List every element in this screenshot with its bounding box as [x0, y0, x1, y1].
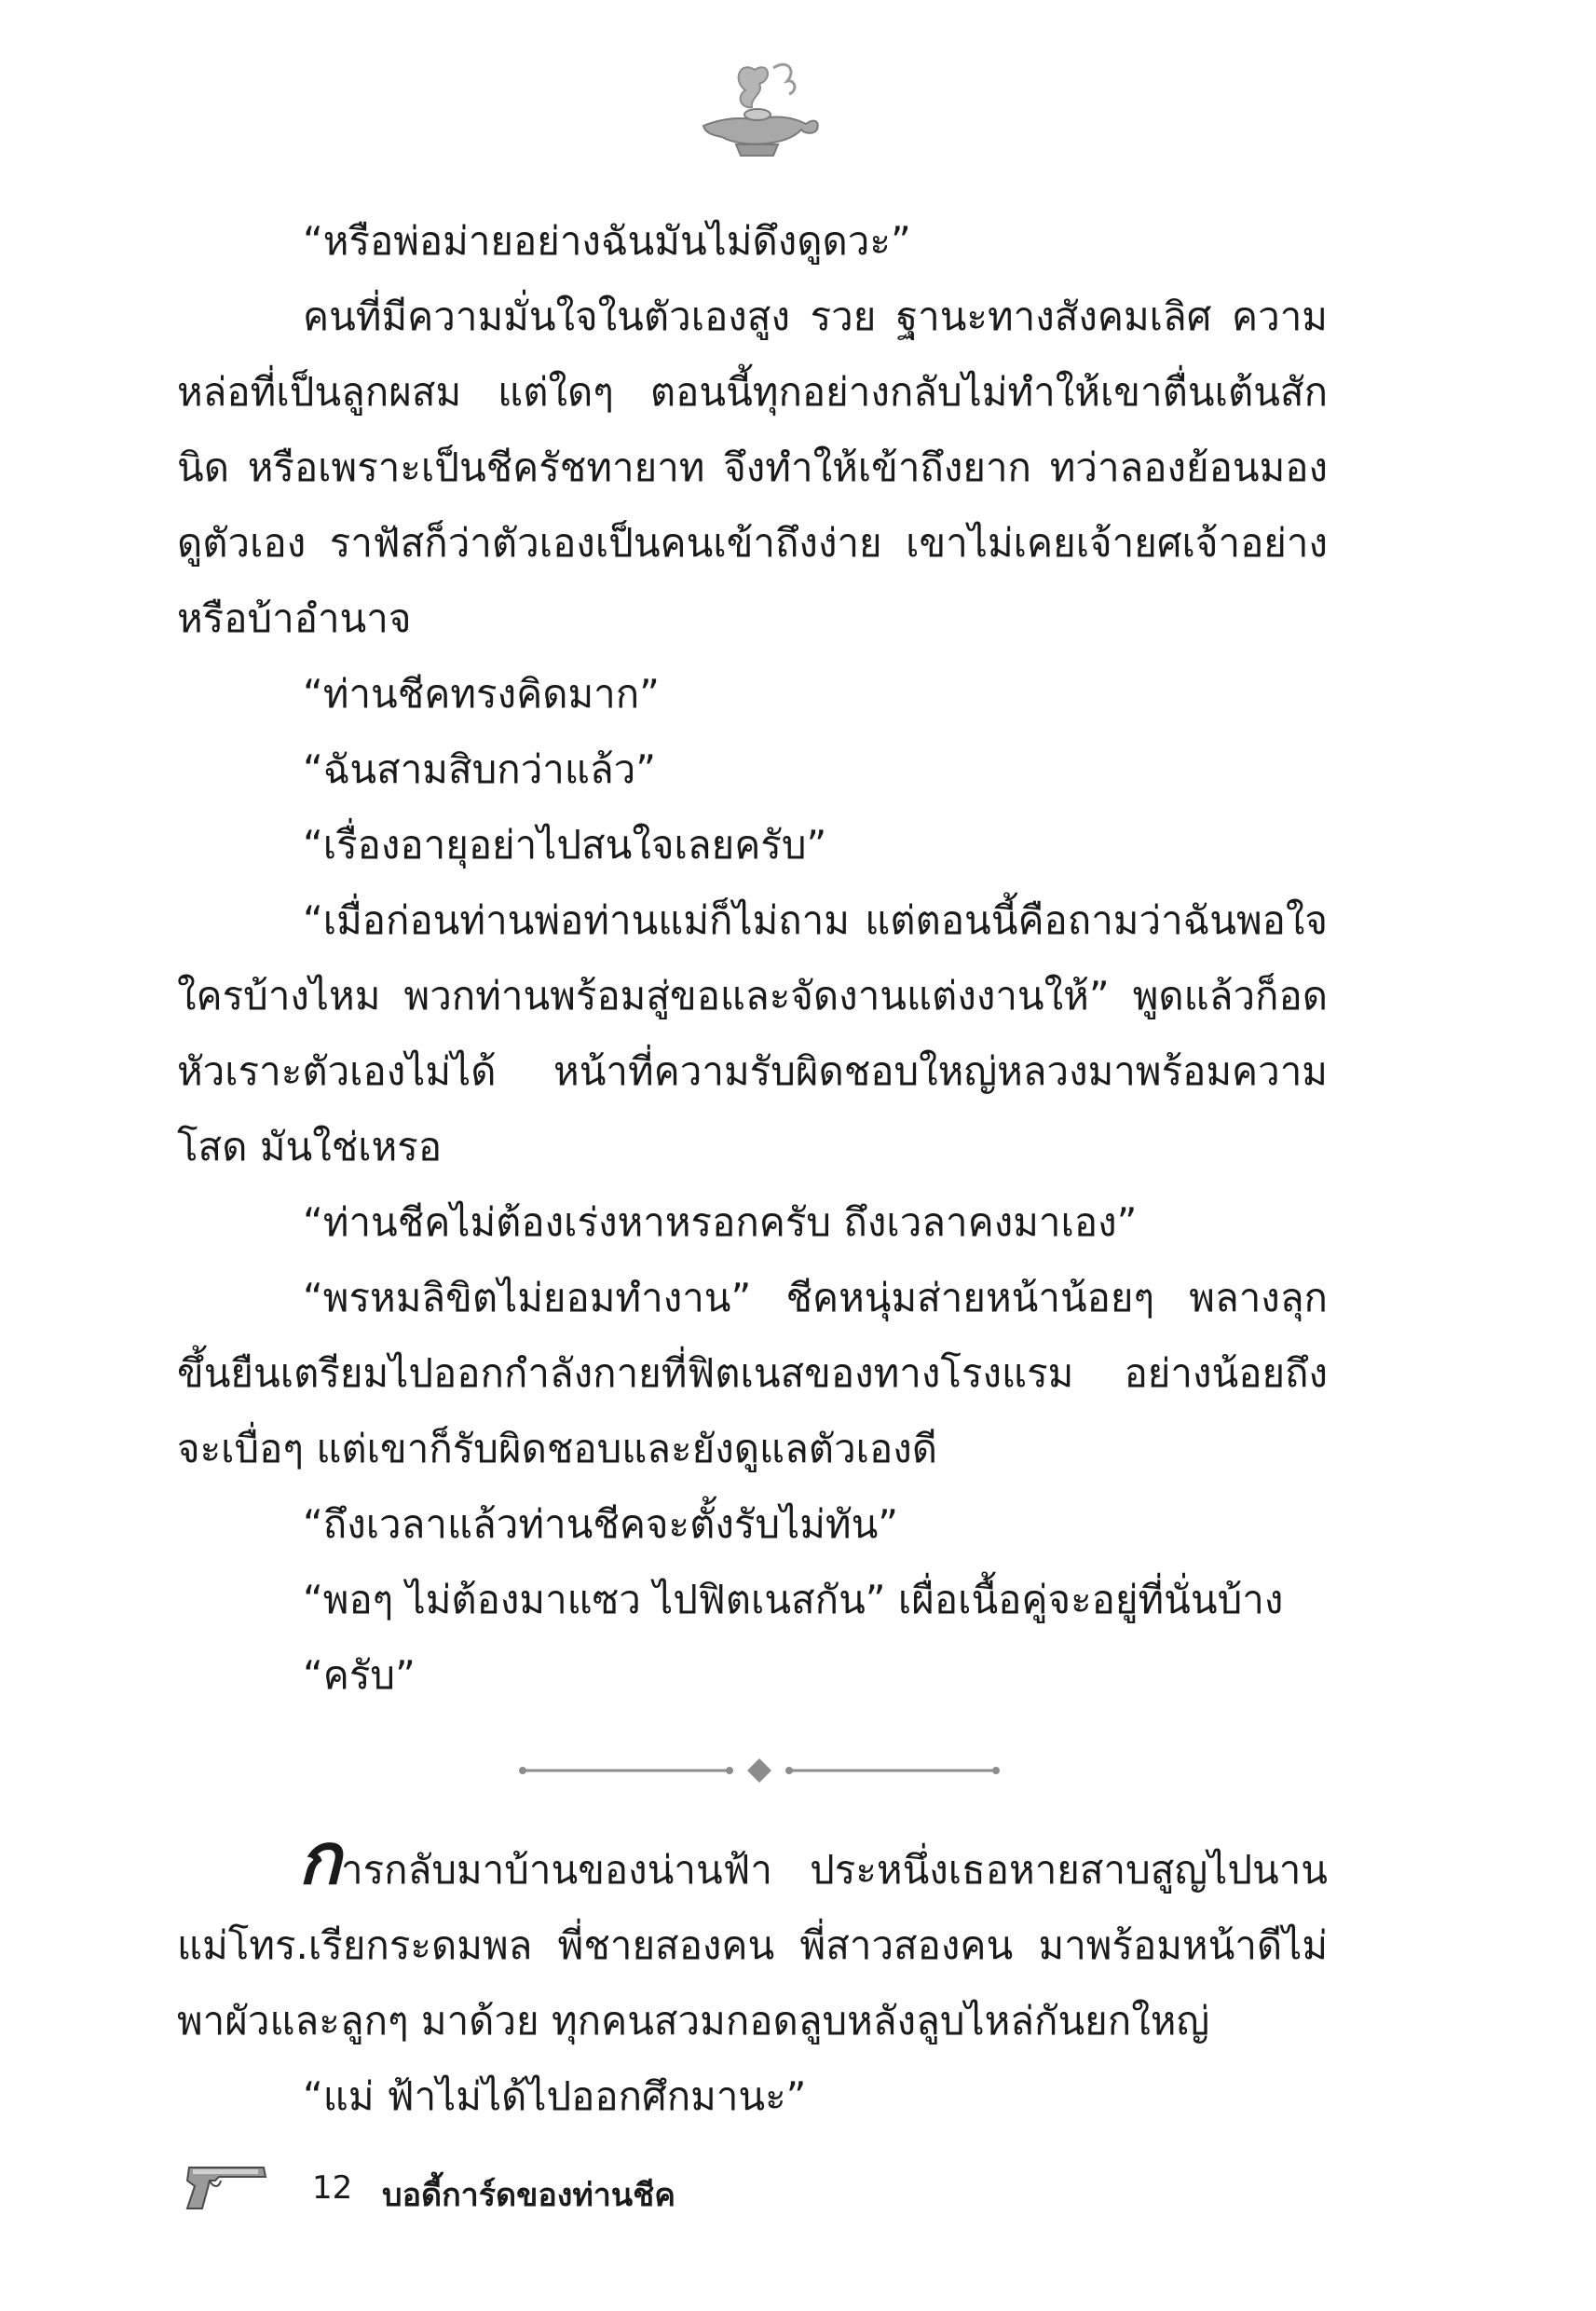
section-2-text [177, 1817, 1328, 2134]
paragraph: “พรหมลิขิตไม่ยอมทำงาน” ชีคหนุ่มส่ายหน้าน้อยๆ พลางลุกขึ้นยืนเตรียมไปออกกำลังกายที่ฟิตเนสของทางโรงแรม อย่างน้อยถึงจะเบื่อๆ แต่เขาก็รับผิดชอบและยังดูแลตัวเองดี [177, 1275, 1328, 1471]
pistol-icon [182, 2160, 270, 2216]
paragraph-text: ารกลับมาบ้านของน่านฟ้า ประหนึ่งเธอหายสาบสูญไปนาน แม่โทร.เรียกระดมพล พี่ชายสองคน พี่สาวสองคน มาพร้อมหน้าดีไม่พาผัวและลูกๆ มาด้วย ทุกคนสวมกอดลูบหลังลูบไหล่กันยกใหญ่ [177, 1847, 1328, 2044]
paragraph: “ท่านชีคไม่ต้องเร่งหาหรอกครับ ถึงเวลาคงมาเอง” [303, 1199, 1138, 1245]
scene-divider [517, 1757, 1002, 1785]
paragraph: “เมื่อก่อนท่านพ่อท่านแม่ก็ไม่ถาม แต่ตอนนี้คือถามว่าฉันพอใจใครบ้างไหม พวกท่านพร้อมสู่ขอและจัดงานแต่งงานให้” พูดแล้วก็อดหัวเราะตัวเองไม่ได้ หน้าที่ความรับผิดชอบใหญ่หลวงมาพร้อมความโสด มันใช่เหรอ [177, 897, 1328, 1169]
paragraph: “พอๆ ไม่ต้องมาแซว ไปฟิตเนสกัน” เผื่อเนื้อคู่จะอยู่ที่นั่นบ้าง [303, 1577, 1284, 1622]
paragraph: “เรื่องอายุอย่าไปสนใจเลยครับ” [303, 822, 827, 868]
drop-cap: ก [298, 1817, 342, 1900]
paragraph: คนที่มีความมั่นใจในตัวเองสูง รวย ฐานะทางสังคมเลิศ ความหล่อที่เป็นลูกผสม แต่ใดๆ ตอนนี้ทุกอย่างกลับไม่ทำให้เขาตื่นเต้นสักนิด หรือเพราะเป็นชีครัชทายาท จึงทำให้เข้าถึงยาก ทว่าลองย้อนมองดูตัวเอง ราฟัสก็ว่าตัวเองเป็นคนเข้าถึงง่าย เขาไม่เคยเจ้ายศเจ้าอย่างหรือบ้าอำนาจ [177, 294, 1328, 641]
paragraph: “แม่ ฟ้าไม่ได้ไปออกศึกมานะ” [303, 2073, 807, 2119]
paragraph [177, 1817, 1328, 2058]
page-footer [182, 2160, 834, 2216]
paragraph: “ถึงเวลาแล้วท่านชีคจะตั้งรับไม่ทัน” [303, 1501, 899, 1547]
page-number: 12 [312, 2169, 353, 2207]
book-title: บอดี้การ์ดของท่านชีค [382, 2177, 675, 2214]
paragraph: “ฉันสามสิบกว่าแล้ว” [303, 746, 657, 792]
paragraph: “ท่านชีคทรงคิดมาก” [303, 671, 660, 717]
paragraph: “ครับ” [303, 1652, 416, 1698]
paragraph: “หรือพ่อม่ายอย่างฉันมันไม่ดึงดูดวะ” [303, 218, 911, 264]
genie-lamp-icon [685, 51, 825, 168]
main-text [177, 203, 1328, 1713]
